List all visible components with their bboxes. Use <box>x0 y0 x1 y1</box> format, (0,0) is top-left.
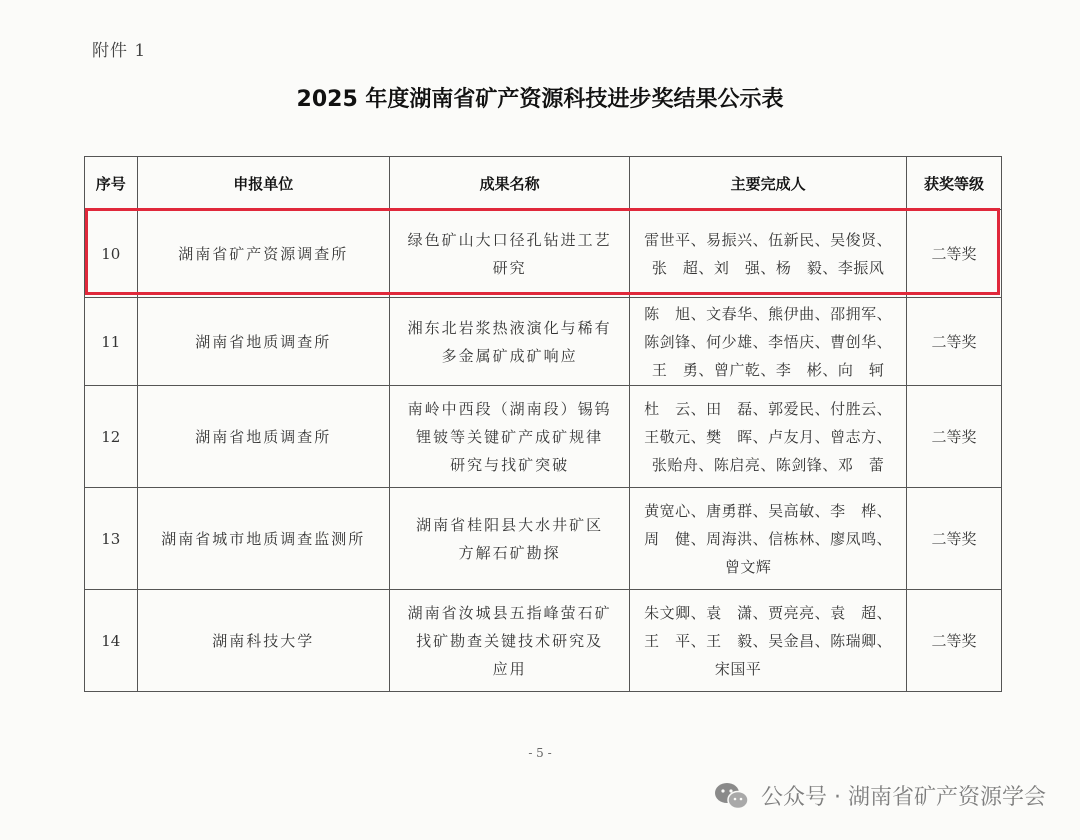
header-people: 主要完成人 <box>630 157 907 210</box>
people-line: 陈 旭、文春华、熊伊曲、邵拥军、 <box>644 304 893 323</box>
name-line: 湘东北岩浆热液演化与稀有 <box>407 318 612 337</box>
cell-name <box>389 298 629 386</box>
wechat-icon <box>713 781 751 811</box>
cell-no: 13 <box>85 488 138 590</box>
name-line: 方解石矿勘探 <box>458 543 561 562</box>
people-line: 杜 云、田 磊、郭爱民、付胜云、 <box>644 399 893 418</box>
people-line: 王 勇、曾广乾、李 彬、向 轲 <box>651 360 885 379</box>
name-line: 湖南省汝城县五指峰萤石矿 <box>407 603 612 622</box>
table-row <box>85 488 1002 590</box>
name-line: 多金属矿成矿响应 <box>441 346 578 365</box>
attachment-label: 附件 1 <box>92 41 147 61</box>
table-row <box>85 210 1002 298</box>
people-line: 朱文卿、袁 潇、贾亮亮、袁 超、 <box>644 603 893 622</box>
page-number: - 5 - <box>528 746 552 760</box>
cell-level: 二等奖 <box>907 590 1002 692</box>
cell-name <box>389 210 629 298</box>
header-name: 成果名称 <box>389 157 629 210</box>
page-title: 2025 年度湖南省矿产资源科技进步奖结果公示表 <box>296 87 784 112</box>
people-line: 王 平、王 毅、吴金昌、陈瑞卿、 <box>644 631 893 650</box>
cell-name <box>389 386 629 488</box>
table-row <box>85 298 1002 386</box>
name-line: 应用 <box>492 659 527 678</box>
people-line: 张贻舟、陈启亮、陈剑锋、邓 蕾 <box>651 455 885 474</box>
name-line: 研究 <box>492 258 527 277</box>
cell-level: 二等奖 <box>907 210 1002 298</box>
table-header-row <box>85 157 1002 210</box>
cell-level: 二等奖 <box>907 386 1002 488</box>
cell-no: 10 <box>85 210 138 298</box>
cell-name <box>389 488 629 590</box>
cell-org: 湖南省地质调查所 <box>137 298 389 386</box>
people-line: 周 健、周海洪、信栋林、廖凤鸣、 <box>644 529 893 548</box>
name-line: 湖南省桂阳县大水井矿区 <box>416 515 604 534</box>
cell-org: 湖南科技大学 <box>137 590 389 692</box>
table-row <box>85 590 1002 692</box>
cell-name <box>389 590 629 692</box>
header-level: 获奖等级 <box>907 157 1002 210</box>
cell-org: 湖南省城市地质调查监测所 <box>137 488 389 590</box>
header-no: 序号 <box>85 157 138 210</box>
cell-people <box>630 210 907 298</box>
people-line: 王敬元、樊 晖、卢友月、曾志方、 <box>644 427 893 446</box>
name-line: 绿色矿山大口径孔钻进工艺 <box>407 230 612 249</box>
cell-people <box>630 488 907 590</box>
watermark-text: 公众号 · 湖南省矿产资源学会 <box>761 785 1046 810</box>
cell-org: 湖南省地质调查所 <box>137 386 389 488</box>
header-org: 申报单位 <box>137 157 389 210</box>
people-line: 雷世平、易振兴、伍新民、吴俊贤、 <box>644 230 893 249</box>
cell-level: 二等奖 <box>907 298 1002 386</box>
name-line: 南岭中西段（湖南段）锡钨 <box>407 399 612 418</box>
people-line: 张 超、刘 强、杨 毅、李振风 <box>651 258 885 277</box>
name-line: 找矿勘查关键技术研究及 <box>416 631 604 650</box>
people-line: 宋国平 <box>714 659 762 678</box>
table-row <box>85 386 1002 488</box>
people-line: 黄宽心、唐勇群、吴高敏、李 桦、 <box>644 501 893 520</box>
name-line: 研究与找矿突破 <box>450 455 570 474</box>
people-line: 陈剑锋、何少雄、李悟庆、曹创华、 <box>644 332 893 351</box>
cell-no: 14 <box>85 590 138 692</box>
watermark <box>713 780 1046 811</box>
name-line: 锂铍等关键矿产成矿规律 <box>416 427 604 446</box>
people-line: 曾文辉 <box>724 557 772 576</box>
results-table <box>84 156 1002 692</box>
cell-no: 11 <box>85 298 138 386</box>
cell-people <box>630 298 907 386</box>
cell-no: 12 <box>85 386 138 488</box>
cell-people <box>630 386 907 488</box>
cell-people <box>630 590 907 692</box>
cell-level: 二等奖 <box>907 488 1002 590</box>
cell-org: 湖南省矿产资源调查所 <box>137 210 389 298</box>
